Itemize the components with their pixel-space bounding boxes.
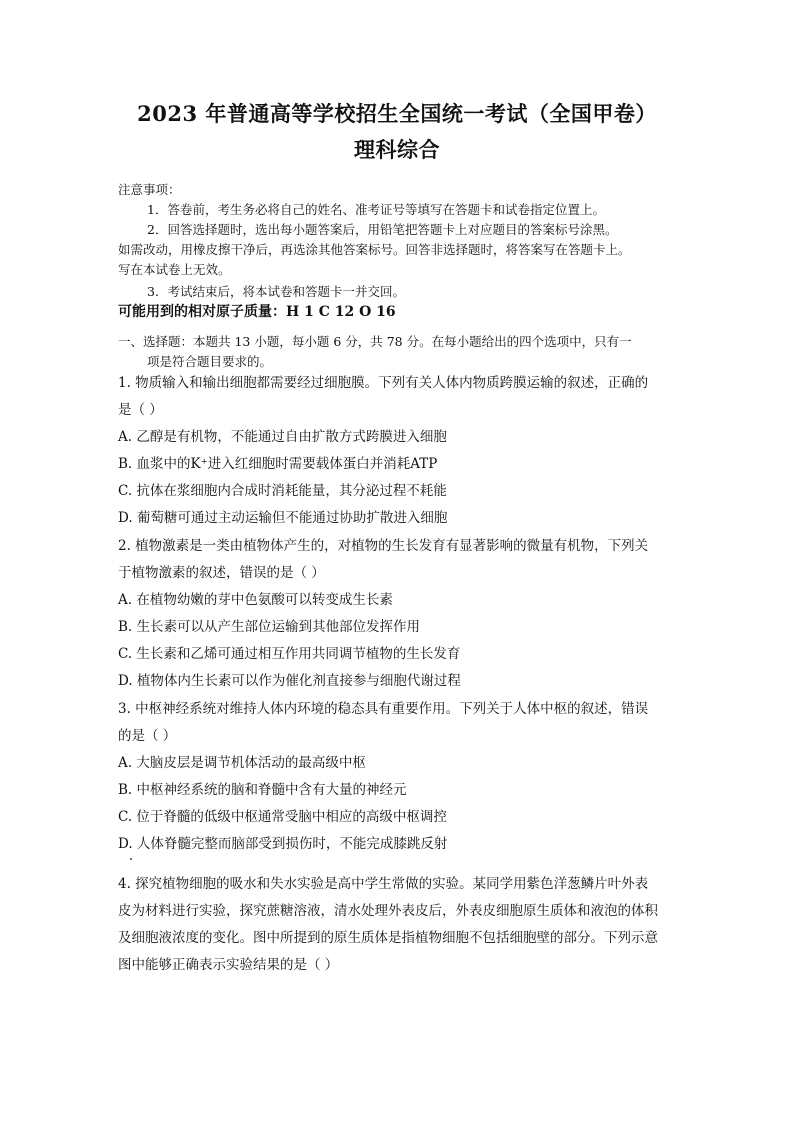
section-1-header: 一、选择题：本题共 13 小题，每小题 6 分，共 78 分。在每小题给出的四个选项中，只有一 [118, 334, 632, 349]
question-1-stem-1: 1. 物质输入和输出细胞都需要经过细胞膜。下列有关人体内物质跨膜运输的叙述，正确的 [118, 375, 649, 391]
question-3-stem-1: 3. 中枢神经系统对维持人体内环境的稳态具有重要作用。下列关于人体中枢的叙述，错误 [118, 701, 649, 717]
notice-item-2-cont-2: 写在本试卷上无效。 [118, 262, 231, 277]
question-4-stem-2: 皮为材料进行实验，探究蔗糖溶液，清水处理外表皮后，外表皮细胞原生质体和液泡的体积 [118, 903, 658, 919]
stray-dot-mark [130, 858, 132, 860]
section-1-header-cont: 项是符合题目要求的。 [147, 354, 273, 369]
question-3-option-a: A. 大脑皮层是调节机体活动的最高级中枢 [118, 755, 366, 771]
question-3-stem-2: 的是（ ） [118, 728, 177, 744]
notice-heading: 注意事项： [118, 182, 181, 197]
notice-item-1: 1．答卷前，考生务必将自己的姓名、准考证号等填写在答题卡和试卷指定位置上。 [147, 202, 605, 217]
notice-item-2: 2．回答选择题时，选出每小题答案后，用铅笔把答题卡上对应题目的答案标号涂黑。 [147, 222, 618, 237]
question-4-stem-4: 图中能够正确表示实验结果的是（ ） [118, 957, 339, 973]
question-2-stem-2: 于植物激素的叙述，错误的是（ ） [118, 565, 325, 581]
question-3-option-c: C. 位于脊髓的低级中枢通常受脑中相应的高级中枢调控 [118, 809, 447, 825]
question-2-option-c: C. 生长素和乙烯可通过相互作用共同调节植物的生长发育 [118, 646, 461, 662]
question-2-stem-1: 2. 植物激素是一类由植物体产生的，对植物的生长发育有显著影响的微量有机物，下列关 [118, 538, 649, 554]
question-1-option-b: B. 血浆中的K⁺进入红细胞时需要载体蛋白并消耗ATP [118, 456, 438, 472]
notice-item-2-cont-1: 如需改动，用橡皮擦干净后，再选涂其他答案标号。回答非选择题时，将答案写在答题卡上。 [118, 242, 631, 257]
question-1-option-a: A. 乙醇是有机物，不能通过自由扩散方式跨膜进入细胞 [118, 429, 447, 445]
exam-title: 2023 年普通高等学校招生全国统一考试（全国甲卷） [137, 101, 657, 126]
question-3-option-b: B. 中枢神经系统的脑和脊髓中含有大量的神经元 [118, 782, 407, 798]
question-2-option-a: A. 在植物幼嫩的芽中色氨酸可以转变成生长素 [118, 592, 393, 608]
question-4-stem-1: 4. 探究植物细胞的吸水和失水实验是高中学生常做的实验。某同学用紫色洋葱鳞片叶外表 [118, 876, 649, 892]
question-2-option-d: D. 植物体内生长素可以作为催化剂直接参与细胞代谢过程 [118, 673, 461, 689]
question-4-stem-3: 及细胞液浓度的变化。图中所提到的原生质体是指植物细胞不包括细胞壁的部分。下列示意 [118, 930, 658, 946]
notice-item-3: 3．考试结束后，将本试卷和答题卡一并交回。 [147, 284, 405, 299]
question-2-option-b: B. 生长素可以从产生部位运输到其他部位发挥作用 [118, 619, 421, 635]
question-3-option-d: D. 人体脊髓完整而脑部受到损伤时，不能完成膝跳反射 [118, 836, 448, 852]
question-1-option-c: C. 抗体在浆细胞内合成时消耗能量，其分泌过程不耗能 [118, 483, 447, 499]
question-1-stem-2: 是（ ） [118, 402, 163, 418]
question-1-option-d: D. 葡萄糖可通过主动运输但不能通过协助扩散进入细胞 [118, 510, 448, 526]
atomic-mass-line: 可能用到的相对原子质量：H 1 C 12 O 16 [118, 304, 396, 320]
exam-subject: 理科综合 [354, 137, 440, 162]
